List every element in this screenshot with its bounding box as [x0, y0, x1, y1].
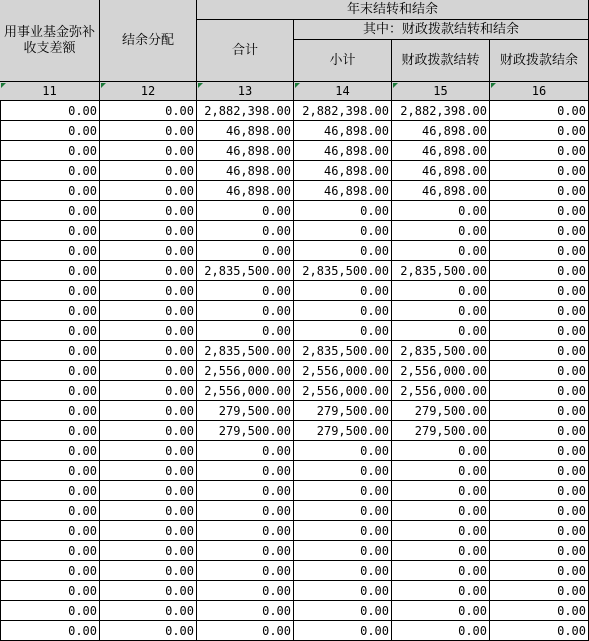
table-row — [0, 421, 589, 441]
table-cell[interactable]: 0.00 — [392, 481, 490, 501]
table-cell[interactable]: 0.00 — [294, 441, 392, 461]
table-cell[interactable]: 0.00 — [197, 201, 294, 221]
table-cell[interactable]: 0.00 — [490, 221, 589, 241]
table-cell[interactable]: 0.00 — [392, 281, 490, 301]
table-cell[interactable]: 0.00 — [490, 341, 589, 361]
table-cell[interactable]: 0.00 — [0, 421, 100, 441]
table-row — [0, 221, 589, 241]
table-cell[interactable]: 0.00 — [100, 201, 197, 221]
table-cell[interactable]: 0.00 — [490, 121, 589, 141]
table-cell[interactable]: 0.00 — [490, 621, 589, 641]
table-cell[interactable]: 0.00 — [0, 621, 100, 641]
table-cell[interactable]: 0.00 — [294, 521, 392, 541]
table-cell[interactable]: 0.00 — [294, 461, 392, 481]
table-cell[interactable]: 0.00 — [294, 501, 392, 521]
table-cell[interactable]: 0.00 — [0, 501, 100, 521]
table-cell[interactable]: 0.00 — [0, 401, 100, 421]
table-cell[interactable]: 0.00 — [197, 301, 294, 321]
table-cell[interactable]: 0.00 — [0, 261, 100, 281]
table-cell[interactable]: 46,898.00 — [392, 181, 490, 201]
table-cell[interactable]: 0.00 — [197, 621, 294, 641]
header-group-year-end-label: 年末结转和结余 — [346, 1, 438, 17]
table-cell[interactable]: 2,556,000.00 — [197, 361, 294, 381]
table-cell[interactable]: 0.00 — [294, 541, 392, 561]
header-subgroup-label: 其中：财政拨款结转和结余 — [362, 21, 519, 37]
table-cell[interactable]: 0.00 — [0, 461, 100, 481]
table-cell[interactable]: 0.00 — [392, 201, 490, 221]
table-cell[interactable]: 0.00 — [490, 161, 589, 181]
table-row — [0, 141, 589, 161]
table-cell[interactable]: 2,882,398.00 — [392, 101, 490, 121]
table-row — [0, 461, 589, 481]
column-number-12[interactable] — [100, 82, 197, 101]
table-cell[interactable]: 0.00 — [490, 401, 589, 421]
table-cell[interactable]: 0.00 — [294, 301, 392, 321]
table-row — [0, 121, 589, 141]
table-cell[interactable]: 0.00 — [0, 541, 100, 561]
table-row — [0, 301, 589, 321]
table-row — [0, 361, 589, 381]
table-cell[interactable]: 0.00 — [100, 401, 197, 421]
header-col-12-label: 结余分配 — [121, 32, 174, 48]
table-row — [0, 341, 589, 361]
table-cell[interactable]: 0.00 — [490, 581, 589, 601]
table-cell[interactable]: 0.00 — [490, 541, 589, 561]
header-col-12[interactable] — [100, 0, 197, 82]
table-cell[interactable]: 0.00 — [100, 301, 197, 321]
table-cell[interactable]: 0.00 — [100, 141, 197, 161]
header-col-13[interactable] — [197, 20, 294, 82]
table-cell[interactable]: 0.00 — [197, 321, 294, 341]
table-cell[interactable]: 0.00 — [392, 301, 490, 321]
comment-marker-icon — [198, 83, 203, 88]
table-cell[interactable]: 0.00 — [0, 521, 100, 541]
table-cell[interactable]: 0.00 — [197, 521, 294, 541]
column-number-label: 16 — [531, 84, 547, 98]
table-row — [0, 601, 589, 621]
table-cell[interactable]: 0.00 — [100, 101, 197, 121]
table-cell[interactable]: 0.00 — [294, 321, 392, 341]
table-cell[interactable]: 2,882,398.00 — [294, 101, 392, 121]
header-col-11-label: 用事业基金弥补收支差额 — [4, 24, 96, 56]
column-number-14[interactable] — [294, 82, 392, 101]
column-number-label: 13 — [237, 84, 253, 98]
header-col-11[interactable] — [0, 0, 100, 82]
table-cell[interactable]: 0.00 — [0, 361, 100, 381]
table-cell[interactable]: 0.00 — [294, 201, 392, 221]
table-cell[interactable]: 0.00 — [0, 481, 100, 501]
table-cell[interactable]: 279,500.00 — [197, 421, 294, 441]
table-cell[interactable]: 0.00 — [100, 121, 197, 141]
table-cell[interactable]: 0.00 — [0, 381, 100, 401]
table-cell[interactable]: 0.00 — [392, 521, 490, 541]
table-cell[interactable]: 0.00 — [392, 501, 490, 521]
comment-marker-icon — [101, 83, 106, 88]
table-cell[interactable]: 0.00 — [197, 581, 294, 601]
column-number-13[interactable] — [197, 82, 294, 101]
table-cell[interactable]: 0.00 — [490, 561, 589, 581]
table-cell[interactable]: 0.00 — [490, 241, 589, 261]
table-cell[interactable]: 0.00 — [490, 101, 589, 121]
table-cell[interactable]: 0.00 — [490, 261, 589, 281]
table-row — [0, 441, 589, 461]
table-cell[interactable]: 0.00 — [0, 221, 100, 241]
table-row — [0, 101, 589, 121]
table-cell[interactable]: 0.00 — [490, 601, 589, 621]
table-cell[interactable]: 0.00 — [197, 561, 294, 581]
table-cell[interactable]: 279,500.00 — [294, 401, 392, 421]
table-row — [0, 541, 589, 561]
table-row — [0, 241, 589, 261]
table-cell[interactable]: 2,835,500.00 — [197, 341, 294, 361]
table-row — [0, 161, 589, 181]
table-cell[interactable]: 279,500.00 — [197, 401, 294, 421]
table-cell[interactable]: 0.00 — [100, 621, 197, 641]
table-cell[interactable]: 0.00 — [0, 301, 100, 321]
table-cell[interactable]: 0.00 — [100, 441, 197, 461]
table-cell[interactable]: 0.00 — [392, 581, 490, 601]
table-cell[interactable]: 46,898.00 — [294, 121, 392, 141]
table-cell[interactable]: 0.00 — [197, 541, 294, 561]
table-cell[interactable]: 0.00 — [100, 561, 197, 581]
table-cell[interactable]: 0.00 — [100, 521, 197, 541]
table-cell[interactable]: 0.00 — [100, 321, 197, 341]
table-cell[interactable]: 0.00 — [392, 241, 490, 261]
table-cell[interactable]: 46,898.00 — [197, 161, 294, 181]
table-cell[interactable]: 46,898.00 — [294, 181, 392, 201]
header-col-13-label: 合计 — [231, 42, 258, 58]
table-cell[interactable]: 0.00 — [100, 501, 197, 521]
table-cell[interactable]: 0.00 — [100, 341, 197, 361]
table-cell[interactable]: 0.00 — [392, 441, 490, 461]
table-cell[interactable]: 0.00 — [0, 321, 100, 341]
table-cell[interactable]: 46,898.00 — [197, 141, 294, 161]
comment-marker-icon — [295, 83, 300, 88]
table-row — [0, 581, 589, 601]
table-cell[interactable]: 0.00 — [197, 461, 294, 481]
table-cell[interactable]: 46,898.00 — [197, 181, 294, 201]
table-row — [0, 621, 589, 641]
table-row — [0, 561, 589, 581]
table-cell[interactable]: 0.00 — [294, 601, 392, 621]
table-cell[interactable]: 0.00 — [490, 521, 589, 541]
table-cell[interactable]: 0.00 — [392, 221, 490, 241]
table-cell[interactable]: 0.00 — [100, 541, 197, 561]
table-cell[interactable]: 2,556,000.00 — [392, 381, 490, 401]
table-cell[interactable]: 0.00 — [0, 601, 100, 621]
table-cell[interactable]: 0.00 — [100, 241, 197, 261]
table-cell[interactable]: 0.00 — [0, 201, 100, 221]
table-cell[interactable]: 0.00 — [392, 321, 490, 341]
table-cell[interactable]: 0.00 — [392, 621, 490, 641]
table-cell[interactable]: 0.00 — [100, 221, 197, 241]
column-number-label: 15 — [433, 84, 448, 98]
table-row — [0, 381, 589, 401]
table-cell[interactable]: 2,835,500.00 — [197, 261, 294, 281]
table-cell[interactable]: 0.00 — [100, 581, 197, 601]
comment-marker-icon — [1, 83, 6, 88]
header-col-14-label: 小计 — [329, 52, 356, 68]
table-cell[interactable]: 0.00 — [0, 161, 100, 181]
table-cell[interactable]: 0.00 — [392, 461, 490, 481]
table-cell[interactable]: 0.00 — [197, 241, 294, 261]
table-cell[interactable]: 2,556,000.00 — [197, 381, 294, 401]
comment-marker-icon — [491, 83, 496, 88]
table-cell[interactable]: 2,835,500.00 — [392, 261, 490, 281]
table-cell[interactable]: 46,898.00 — [294, 141, 392, 161]
table-cell[interactable]: 0.00 — [490, 201, 589, 221]
table-row — [0, 501, 589, 521]
table-cell[interactable]: 0.00 — [490, 321, 589, 341]
table-cell[interactable]: 2,835,500.00 — [294, 341, 392, 361]
table-cell[interactable]: 0.00 — [100, 361, 197, 381]
header-group-year-end[interactable] — [197, 0, 589, 20]
table-cell[interactable]: 0.00 — [490, 181, 589, 201]
table-row — [0, 521, 589, 541]
table-cell[interactable]: 0.00 — [490, 481, 589, 501]
table-cell[interactable]: 0.00 — [294, 581, 392, 601]
table-row — [0, 201, 589, 221]
table-cell[interactable]: 0.00 — [100, 601, 197, 621]
table-cell[interactable]: 0.00 — [0, 141, 100, 161]
table-cell[interactable]: 0.00 — [490, 361, 589, 381]
column-number-11[interactable] — [0, 82, 100, 101]
table-cell[interactable]: 0.00 — [294, 281, 392, 301]
table-cell[interactable]: 0.00 — [100, 381, 197, 401]
table-cell[interactable]: 0.00 — [0, 121, 100, 141]
table-cell[interactable]: 46,898.00 — [392, 141, 490, 161]
column-number-15[interactable] — [392, 82, 490, 101]
header-col-15[interactable] — [392, 40, 490, 82]
table-cell[interactable]: 0.00 — [100, 281, 197, 301]
table-cell[interactable]: 0.00 — [197, 501, 294, 521]
comment-marker-icon — [393, 83, 398, 88]
table-cell[interactable]: 46,898.00 — [294, 161, 392, 181]
table-cell[interactable]: 2,882,398.00 — [197, 101, 294, 121]
table-cell[interactable]: 0.00 — [490, 461, 589, 481]
header-col-15-label: 财政拨款结转 — [401, 52, 480, 68]
table-cell[interactable]: 0.00 — [392, 601, 490, 621]
table-row — [0, 321, 589, 341]
table-row — [0, 281, 589, 301]
table-cell[interactable]: 0.00 — [294, 621, 392, 641]
table-cell[interactable]: 0.00 — [490, 501, 589, 521]
table-cell[interactable]: 0.00 — [0, 101, 100, 121]
table-cell[interactable]: 0.00 — [0, 181, 100, 201]
table-row — [0, 261, 589, 281]
table-cell[interactable]: 0.00 — [490, 301, 589, 321]
table-cell[interactable]: 0.00 — [490, 421, 589, 441]
table-cell[interactable]: 46,898.00 — [392, 121, 490, 141]
table-cell[interactable]: 0.00 — [294, 481, 392, 501]
table-cell[interactable]: 0.00 — [294, 221, 392, 241]
table-row — [0, 181, 589, 201]
table-cell[interactable]: 0.00 — [0, 281, 100, 301]
table-cell[interactable]: 0.00 — [0, 341, 100, 361]
table-cell[interactable]: 0.00 — [392, 561, 490, 581]
column-number-16[interactable] — [490, 82, 589, 101]
table-cell[interactable]: 0.00 — [392, 541, 490, 561]
table-cell[interactable]: 0.00 — [100, 461, 197, 481]
header-subgroup[interactable] — [294, 20, 589, 40]
table-cell[interactable]: 0.00 — [0, 241, 100, 261]
column-number-label: 14 — [335, 84, 350, 98]
table-cell[interactable]: 0.00 — [294, 241, 392, 261]
header-col-16[interactable] — [490, 40, 589, 82]
table-cell[interactable]: 2,556,000.00 — [294, 381, 392, 401]
table-cell[interactable]: 0.00 — [490, 281, 589, 301]
table-cell[interactable]: 0.00 — [100, 481, 197, 501]
table-cell[interactable]: 2,835,500.00 — [294, 261, 392, 281]
table-cell[interactable]: 0.00 — [197, 441, 294, 461]
table-cell[interactable]: 0.00 — [197, 601, 294, 621]
header-col-14[interactable] — [294, 40, 392, 82]
table-cell[interactable]: 279,500.00 — [392, 421, 490, 441]
table-row — [0, 401, 589, 421]
column-number-label: 12 — [140, 84, 156, 98]
table-cell[interactable]: 0.00 — [0, 441, 100, 461]
table-cell[interactable]: 46,898.00 — [197, 121, 294, 141]
table-cell[interactable]: 279,500.00 — [392, 401, 490, 421]
header-col-16-label: 财政拨款结余 — [499, 52, 578, 68]
table-cell[interactable]: 0.00 — [490, 141, 589, 161]
table-cell[interactable]: 0.00 — [197, 481, 294, 501]
column-number-label: 11 — [42, 84, 57, 98]
table-cell[interactable]: 46,898.00 — [392, 161, 490, 181]
table-row — [0, 481, 589, 501]
table-cell[interactable]: 0.00 — [490, 381, 589, 401]
table-cell[interactable]: 0.00 — [0, 561, 100, 581]
table-cell[interactable]: 2,556,000.00 — [392, 361, 490, 381]
table-cell[interactable]: 2,835,500.00 — [392, 341, 490, 361]
table-cell[interactable]: 0.00 — [197, 221, 294, 241]
table-cell[interactable]: 0.00 — [100, 261, 197, 281]
table-cell[interactable]: 2,556,000.00 — [294, 361, 392, 381]
table-cell[interactable]: 0.00 — [197, 281, 294, 301]
table-cell[interactable]: 0.00 — [100, 421, 197, 441]
table-cell[interactable]: 0.00 — [0, 581, 100, 601]
table-cell[interactable]: 0.00 — [100, 181, 197, 201]
table-cell[interactable]: 0.00 — [100, 161, 197, 181]
table-cell[interactable]: 279,500.00 — [294, 421, 392, 441]
table-cell[interactable]: 0.00 — [490, 441, 589, 461]
table-cell[interactable]: 0.00 — [294, 561, 392, 581]
